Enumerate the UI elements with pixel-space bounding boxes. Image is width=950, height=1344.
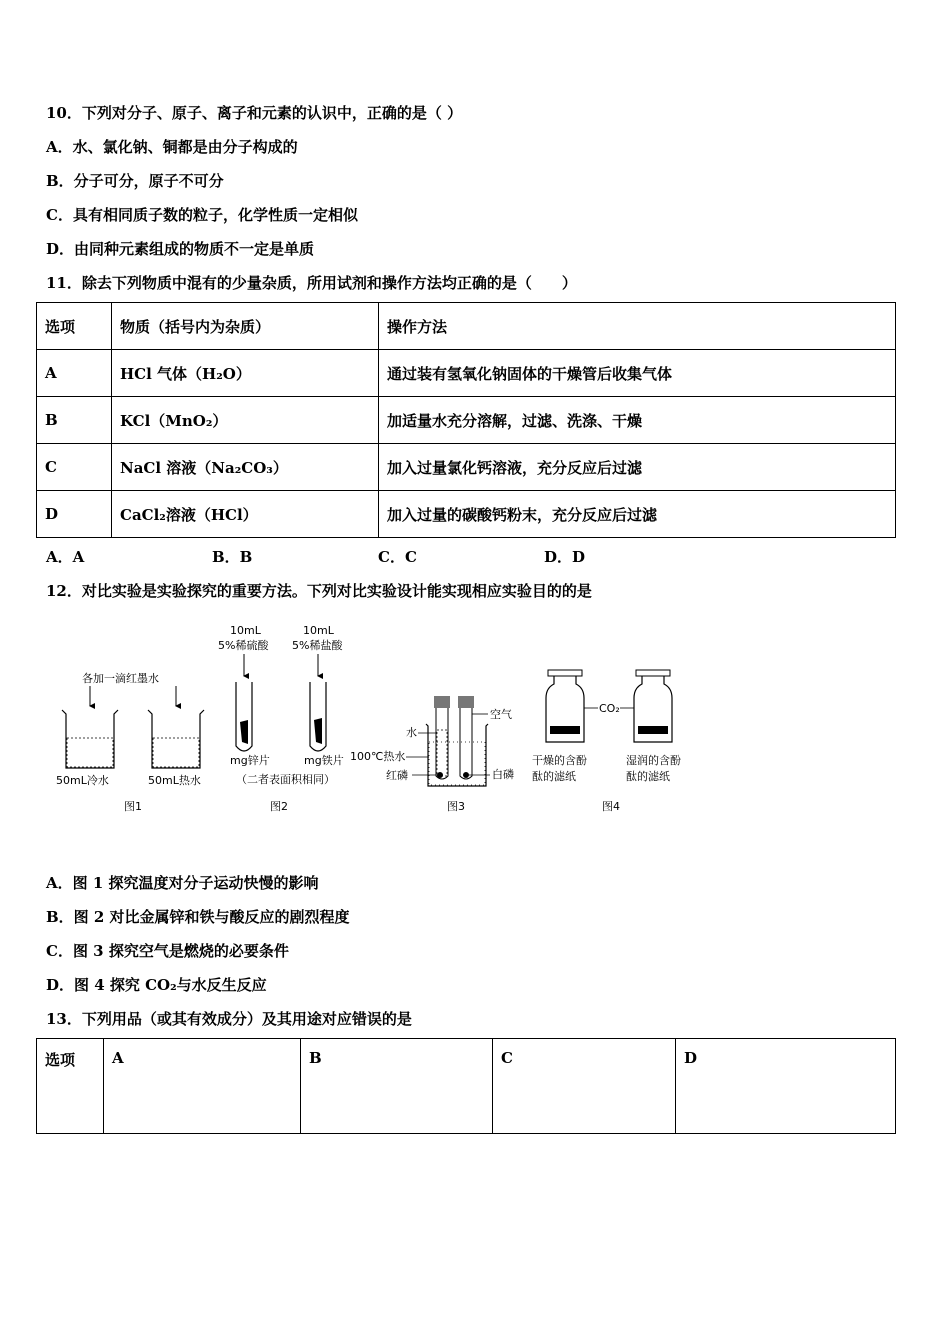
fig1-caption: 图1 xyxy=(124,800,142,813)
table-header-cell: C xyxy=(493,1039,676,1134)
table-row xyxy=(37,1039,896,1134)
table-row xyxy=(37,444,896,491)
fig2-acid1-name: 5%稀硫酸 xyxy=(218,639,269,652)
fig2-acid2-amount: 10mL xyxy=(303,624,334,637)
water-icon xyxy=(437,730,447,776)
zinc-strip-icon xyxy=(240,720,248,744)
table-header-cell: 操作方法 xyxy=(379,303,896,350)
fig2-caption: 图2 xyxy=(270,800,288,813)
cold-water-icon xyxy=(67,738,113,767)
figure-3 xyxy=(350,696,514,813)
fig1-top-label: 各加一滴红墨水 xyxy=(82,672,159,685)
q10-option-c: C．具有相同质子数的粒子，化学性质一定相似 xyxy=(46,206,358,224)
fig2-acid2-name: 5%稀盐酸 xyxy=(292,639,343,652)
test-tube-icon xyxy=(460,708,472,779)
table-cell: NaCl 溶液（Na₂CO₃） xyxy=(112,444,379,491)
table-row xyxy=(37,491,896,538)
table-cell: A xyxy=(37,350,112,397)
q11-answer-c: C．C xyxy=(378,548,417,566)
q11-answer-options xyxy=(46,546,710,567)
table-header-cell: 选项 xyxy=(37,1039,104,1134)
table-header-cell: B xyxy=(301,1039,493,1134)
fig4-right-label-line1: 湿润的含酚 xyxy=(626,754,681,767)
table-header-cell: 物质（括号内为杂质） xyxy=(112,303,379,350)
table-header-cell: A xyxy=(104,1039,301,1134)
figure-1 xyxy=(56,671,204,813)
wet-paper-icon xyxy=(638,726,668,734)
fig3-caption: 图3 xyxy=(447,800,465,813)
stopper-icon xyxy=(548,670,582,676)
table-cell: 加入过量的碳酸钙粉末，充分反应后过滤 xyxy=(379,491,896,538)
q12-option-a: A．图 1 探究温度对分子运动快慢的影响 xyxy=(46,874,319,892)
q12-stem: 12．对比实验是实验探究的重要方法。下列对比实验设计能实现相应实验目的的是 xyxy=(46,582,592,600)
q11-answer-b: B．B xyxy=(212,548,253,566)
stopper-icon xyxy=(636,670,670,676)
q12-option-b: B．图 2 对比金属锌和铁与酸反应的剧烈程度 xyxy=(46,908,350,926)
table-row xyxy=(37,397,896,444)
fig3-red-phosphorus-label: 红磷 xyxy=(386,769,408,782)
fig3-water-label: 水 xyxy=(406,726,417,739)
fig4-left-label-line2: 酞的滤纸 xyxy=(532,770,576,783)
fig3-hot-water-label: 100℃热水 xyxy=(350,750,406,763)
fig4-caption: 图4 xyxy=(602,800,620,813)
fig4-left-label-line1: 干燥的含酚 xyxy=(532,754,587,767)
stopper-icon xyxy=(458,696,474,708)
fig2-note: （二者表面积相同） xyxy=(236,773,335,786)
figure-4 xyxy=(532,670,681,813)
fig3-air-label: 空气 xyxy=(490,708,512,721)
stopper-icon xyxy=(434,696,450,708)
q12-option-d: D．图 4 探究 CO₂与水反生反应 xyxy=(46,976,267,994)
table-header-cell: D xyxy=(676,1039,896,1134)
fig2-metal1: mg锌片 xyxy=(230,754,270,767)
table-cell: D xyxy=(37,491,112,538)
q10-option-d: D．由同种元素组成的物质不一定是单质 xyxy=(46,240,315,258)
fig2-acid1-amount: 10mL xyxy=(230,624,261,637)
table-cell: 加入过量氯化钙溶液，充分反应后过滤 xyxy=(379,444,896,491)
fig2-metal2: mg铁片 xyxy=(304,754,344,767)
iron-strip-icon xyxy=(314,718,322,744)
dry-paper-icon xyxy=(550,726,580,734)
q12-experiment-figure xyxy=(40,618,720,818)
q13-table xyxy=(36,1038,896,1134)
table-cell: CaCl₂溶液（HCl） xyxy=(112,491,379,538)
red-phosphorus-icon xyxy=(437,772,443,778)
q10-option-b: B．分子可分，原子不可分 xyxy=(46,172,224,190)
q12-option-c: C．图 3 探究空气是燃烧的必要条件 xyxy=(46,942,289,960)
hot-water-icon xyxy=(153,738,199,767)
fig1-left-label: 50mL冷水 xyxy=(56,774,109,787)
beaker-icon xyxy=(62,710,118,768)
q10-stem: 10．下列对分子、原子、离子和元素的认识中，正确的是（ ） xyxy=(46,104,463,122)
hot-water-icon xyxy=(429,742,485,785)
fig4-gas-label: CO₂ xyxy=(599,702,620,715)
white-phosphorus-icon xyxy=(463,772,469,778)
q11-stem: 11．除去下列物质中混有的少量杂质，所用试剂和操作方法均正确的是（ ） xyxy=(46,274,577,292)
q11-answer-a: A．A xyxy=(46,548,85,566)
table-row xyxy=(37,350,896,397)
beaker-icon xyxy=(148,710,204,768)
table-header-cell: 选项 xyxy=(37,303,112,350)
table-cell: B xyxy=(37,397,112,444)
q13-stem: 13．下列用品（或其有效成分）及其用途对应错误的是 xyxy=(46,1010,412,1028)
table-header-row xyxy=(37,303,896,350)
table-cell: KCl（MnO₂） xyxy=(112,397,379,444)
table-cell: C xyxy=(37,444,112,491)
fig4-right-label-line2: 酞的滤纸 xyxy=(626,770,670,783)
table-cell: 通过装有氢氧化钠固体的干燥管后收集气体 xyxy=(379,350,896,397)
q11-table xyxy=(36,302,896,538)
fig3-white-phosphorus-label: 白磷 xyxy=(492,768,514,781)
table-cell: 加适量水充分溶解，过滤、洗涤、干燥 xyxy=(379,397,896,444)
fig1-right-label: 50mL热水 xyxy=(148,774,201,787)
table-cell: HCl 气体（H₂O） xyxy=(112,350,379,397)
test-tube-icon xyxy=(436,708,448,779)
q10-option-a: A．水、氯化钠、铜都是由分子构成的 xyxy=(46,138,298,156)
figure-2 xyxy=(218,624,344,813)
q11-answer-d: D．D xyxy=(544,548,586,566)
